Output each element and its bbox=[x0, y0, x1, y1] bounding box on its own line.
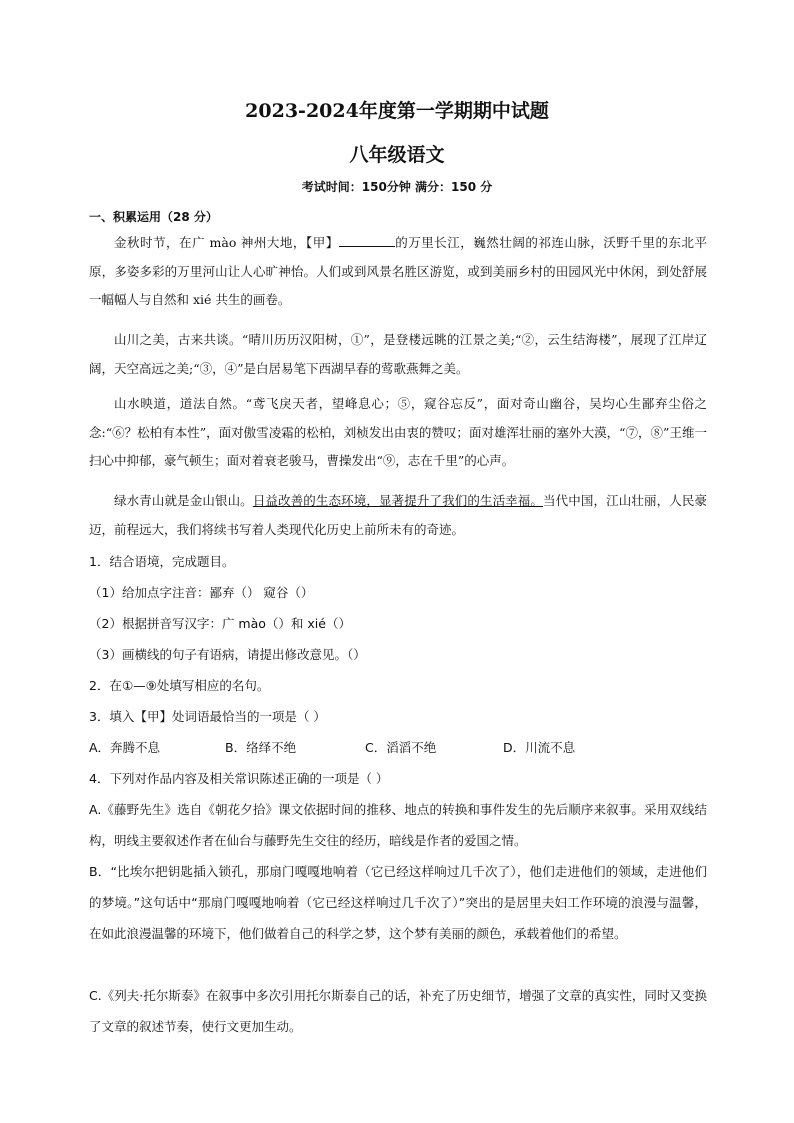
question-1-part-1: （1）给加点字注音：鄙弃（） 窥谷（） bbox=[89, 585, 314, 600]
question-4-option-b: B．“比埃尔把钥匙插入锁孔，那扇门嘎嘎地响着（它已经这样响过几千次了），他们走进他们的领域，走进他们的梦境。”这句话中“那扇门嘎嘎地响着（它已经这样响过几千次了）”突出的是居里夫妇工作环境的浪漫与温馨，在如此浪漫温馨的环境下，他们做着自己的科学之梦，这个梦有美丽的颜色，承载着他们的希望。 bbox=[89, 864, 707, 941]
fill-blank-jia bbox=[339, 234, 395, 247]
passage-paragraph-3: 山水映道，道法自然。“鸢飞戾天者，望峰息心；⑤，窥谷忘反”，面对奇山幽谷，吴均心生鄙弃尘俗之念:“⑥？松柏有本性”，面对傲雪凌霜的松柏，刘桢发出由衷的赞叹；面对雄浑壮丽的塞外大漠，“⑦，⑧”王维一扫心中抑郁，豪气顿生；面对着衰老骏马，曹操发出“⑨，志在千里”的心声。 bbox=[89, 396, 707, 468]
option-c: C．滔滔不绝 bbox=[365, 740, 437, 755]
exam-title: 2023-2024年度第一学期期中试题 bbox=[245, 100, 549, 122]
passage-paragraph-2: 山川之美，古来共谈。“晴川历历汉阳树，①”，是登楼远眺的江景之美;“②，云生结海楼”，展现了江岸辽阔，天空高远之美;“③，④”是白居易笔下西湖早春的莺歌燕舞之美。 bbox=[89, 332, 707, 376]
passage-paragraph-1 bbox=[89, 229, 707, 315]
passage-paragraph-4 bbox=[89, 487, 707, 544]
passage-text: 当代中国，江山壮丽，人民豪迈，前程远大，我们将续书写着人类现代化历史上前所未有的奇迹。 bbox=[89, 493, 707, 537]
exam-info: 考试时间：150分钟 满分：150 分 bbox=[301, 180, 493, 194]
option-d: D．川流不息 bbox=[503, 740, 576, 755]
passage-text: 绿水青山就是金山银山。 bbox=[114, 493, 253, 508]
section-heading: 一、积累运用（28 分） bbox=[89, 210, 218, 224]
question-4-option-a: A.《藤野先生》选自《朝花夕拾》课文依据时间的推移、地点的转换和事件发生的先后顺序来叙事。采用双线结构，明线主要叙述作者在仙台与藤野先生交往的经历，暗线是作者的爱国之情。 bbox=[89, 802, 707, 848]
option-a: A．奔腾不息 bbox=[89, 740, 161, 755]
question-4-option-c: C.《列夫·托尔斯泰》在叙事中多次引用托尔斯泰自己的话，补充了历史细节，增强了文章的真实性，同时又变换了文章的叙述节奏，使行文更加生动。 bbox=[89, 988, 707, 1034]
question-2: 2．在①—⑨处填写相应的名句。 bbox=[89, 678, 270, 693]
question-4: 4．下列对作品内容及相关常识陈述正确的一项是（ ） bbox=[89, 771, 389, 786]
passage-text: 金秋时节，在广 mào 神州大地，【甲】 bbox=[114, 235, 339, 250]
underlined-sentence: 日益改善的生态环境，显著提升了我们的生活幸福。 bbox=[252, 493, 544, 508]
question-1: 1．结合语境，完成题目。 bbox=[89, 554, 235, 569]
option-b: B．络绎不绝 bbox=[225, 740, 297, 755]
question-1-part-3: （3）画横线的句子有语病，请提出修改意见。（） bbox=[89, 647, 366, 662]
exam-subtitle: 八年级语文 bbox=[349, 144, 445, 166]
passage-text: 的万里长江，巍然壮阔的祁连山脉，沃野千里的东北平原，多姿多彩的万里河山让人心旷神怡。人们或到风景名胜区游览，或到美丽乡村的田园风光中休闲，到处舒展一幅幅人与自然和 xié 共生的画卷。 bbox=[89, 235, 707, 307]
question-1-part-2: （2）根据拼音写汉字：广 mào（）和 xié（） bbox=[89, 616, 351, 631]
question-3: 3．填入【甲】处词语最恰当的一项是（ ） bbox=[89, 709, 326, 724]
